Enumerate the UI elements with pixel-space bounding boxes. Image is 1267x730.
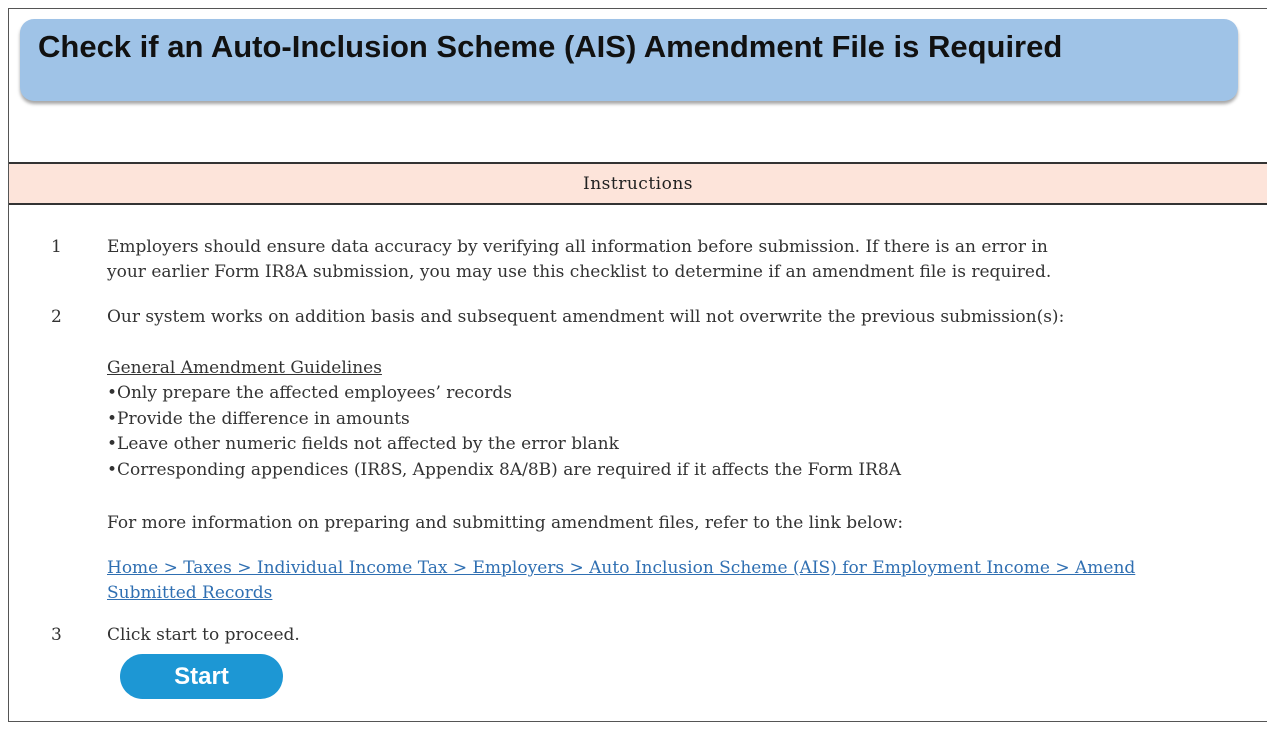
item-1-line-1: Employers should ensure data accuracy by verifying all information before submission. If there is an error in [107, 237, 1048, 257]
guideline-item: • Only prepare the affected employees’ records [107, 381, 901, 407]
item-1-text [107, 235, 1051, 285]
guidelines-heading: General Amendment Guidelines [107, 358, 382, 378]
amend-records-link-line-2[interactable]: Submitted Records [107, 583, 273, 603]
guideline-item: • Provide the difference in amounts [107, 407, 901, 433]
item-1-line-2: your earlier Form IR8A submission, you may use this checklist to determine if an amendment file is required. [107, 262, 1052, 282]
guidelines-list [107, 381, 901, 483]
guidelines-block [107, 356, 901, 483]
instructions-header-label: Instructions [583, 173, 693, 194]
title-banner [20, 19, 1238, 101]
item-number-3: 3 [51, 625, 62, 645]
item-2-text: Our system works on addition basis and subsequent amendment will not overwrite the previous submission(s): [107, 307, 1065, 327]
guideline-item: • Leave other numeric fields not affected by the error blank [107, 432, 901, 458]
guideline-item: • Corresponding appendices (IR8S, Appendix 8A/8B) are required if it affects the Form IR8A [107, 458, 901, 484]
item-number-2: 2 [51, 307, 62, 327]
amend-records-link-line-1[interactable]: Home > Taxes > Individual Income Tax > Employers > Auto Inclusion Scheme (AIS) for Employment Income > Amend [107, 558, 1136, 578]
amend-records-link[interactable] [107, 556, 1135, 606]
worksheet [8, 8, 1267, 722]
instructions-header [9, 162, 1267, 205]
start-button[interactable]: Start [120, 654, 283, 699]
page-title: Check if an Auto-Inclusion Scheme (AIS) Amendment File is Required [38, 29, 1063, 64]
item-number-1: 1 [51, 237, 62, 257]
item-3-text: Click start to proceed. [107, 625, 300, 645]
more-info-text: For more information on preparing and submitting amendment files, refer to the link below: [107, 513, 904, 533]
